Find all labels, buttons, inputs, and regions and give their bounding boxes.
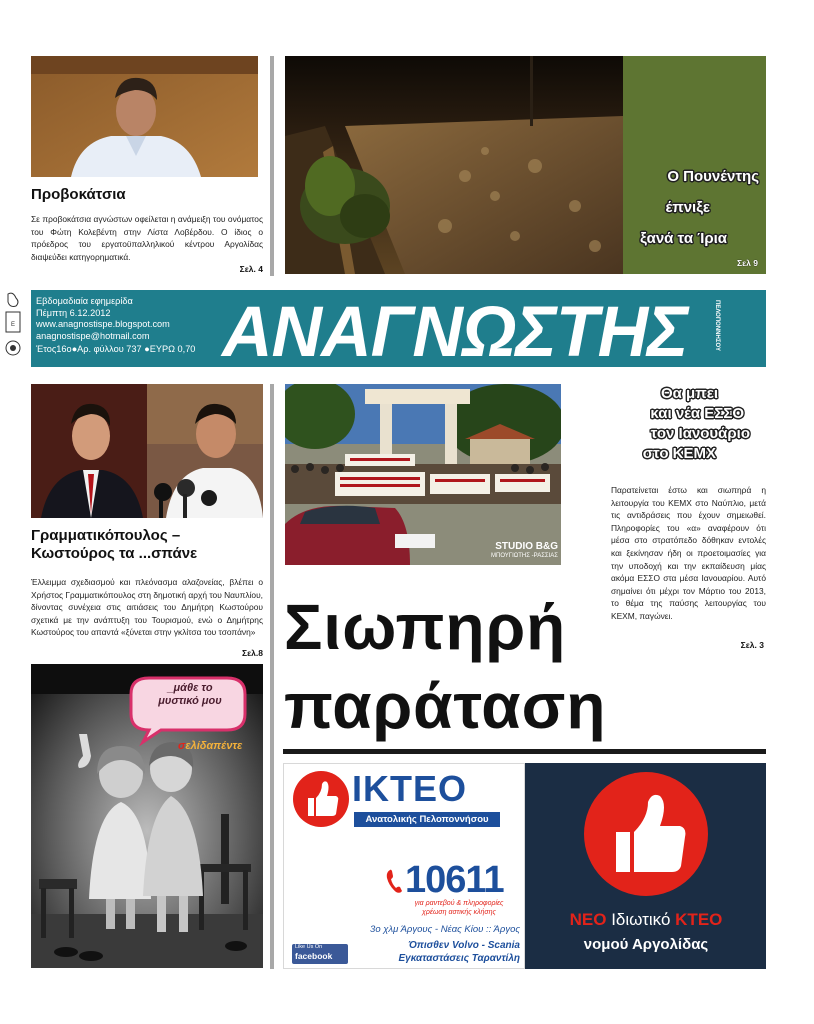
big-headline-line-2: παράταση bbox=[284, 670, 607, 742]
thumbs-up-icon bbox=[292, 770, 350, 828]
headline-rule bbox=[283, 749, 766, 754]
ad-phone-note-1: για ραντεβού & πληροφορίες bbox=[414, 900, 504, 907]
phone-icon bbox=[386, 868, 404, 894]
ad-phone-note bbox=[400, 900, 518, 917]
middle-left-photo bbox=[31, 384, 263, 518]
top-left-body: Σε προβοκάτσια αγνώστων οφείλεται η ανάμειξη του ονόματος του Φώτη Κολεβέντη στην Λίστα Λοβέρδου. Ο ίδιος ο πρόεδρος του εργατοϋπαλληλικού κέντρου Αργολίδας διαψεύδει κατηγορηματικά. bbox=[31, 214, 263, 262]
promo-bubble-line-1: _μάθε το bbox=[167, 682, 213, 694]
svg-text:Ε: Ε bbox=[10, 322, 16, 328]
masthead-info-line: Έτος16ο●Αρ. φύλλου 737 ●ΕΥΡΩ 0,70 bbox=[36, 344, 196, 355]
right-story-body: Παρατείνεται έστω και σιωπηρά η λειτουργία του ΚΕΜΧ στο Ναύπλιο, μετά τις αντιδράσεις που έχουν σημειωθεί. Πληροφορίες του «α» αναφέρουν ότι μέσα στο στρατόπεδο δόθηκαν εντολές και ξεκίνησαν ήδη οι προετοιμασίες για την υποδοχή και την εκπαίδευση μίας ακόμα ΕΣΣΟ στα μέσα Ιανουαρίου. Αυτό σημαίνει ότι μέχρι τον Μάρτιο του 2013, το θέμα της παύσης λειτουργίας του ΚΕΧΜ, παγώνει. bbox=[611, 485, 766, 621]
right-story-page-ref: Σελ. 3 bbox=[740, 640, 764, 650]
right-headline-line: στο ΚΕΜΧ bbox=[642, 445, 716, 462]
bottom-left-promo-photo bbox=[31, 664, 263, 968]
promo-bubble-text bbox=[134, 682, 246, 708]
top-right-headline-2: έπνιξε bbox=[665, 199, 710, 216]
masthead-info-line: Εβδομαδιαία εφημερίδα bbox=[36, 296, 133, 306]
center-photo bbox=[285, 384, 561, 565]
ad-address-3: Εγκαταστάσεις Ταραντίλη bbox=[398, 953, 520, 964]
column-divider-top bbox=[270, 56, 274, 276]
ad-right-neo: ΝΕΟ bbox=[569, 910, 607, 929]
big-headline-line-1: Σιωπηρή bbox=[284, 591, 567, 663]
middle-left-page-ref: Σελ.8 bbox=[242, 648, 263, 658]
right-story-headline bbox=[580, 384, 752, 464]
ad-right-line-1 bbox=[527, 910, 765, 930]
center-photo-credit bbox=[470, 541, 558, 560]
right-headline-line: Θα μπει bbox=[660, 385, 718, 402]
masthead-info-line: anagnostispe@hotmail.com bbox=[36, 330, 150, 341]
top-right-page-ref: Σελ 9 bbox=[737, 258, 758, 268]
middle-left-body: Έλλειμμα σχεδιασμού και πλεόνασμα αλαζονείας, βλέπει ο Χρήστος Γραμματικόπουλος στη δημοτική αρχή του Ναυπλίου, δίνοντας συνέχεια στις αιτιάσεις του Δημήτρη Κωστούρου σχετικά με την ανάπτυξη του Τουρισμού, ενώ ο Δημήτρης Κωστούρος του απαντά «ξύνεται στην γκλίτσα του τσοπάνη» bbox=[31, 577, 263, 638]
center-photo-credit-2: ΜΠΟΥΓΙΩΤΗΣ -ΡΑΣΣΙΑΣ bbox=[491, 553, 558, 559]
side-logos bbox=[4, 292, 22, 372]
ad-phone-note-2: χρέωση αστικής κλήσης bbox=[422, 908, 496, 916]
thumbs-up-large-icon bbox=[582, 770, 710, 898]
middle-left-headline: Γραμματικόπουλος – Κωστούρος τα ...σπάνε bbox=[31, 527, 198, 562]
top-right-photo bbox=[285, 56, 623, 274]
facebook-badge-line-2: facebook bbox=[295, 951, 333, 961]
column-divider-middle bbox=[270, 384, 274, 969]
ad-phone-number: 10611 bbox=[405, 859, 504, 901]
facebook-badge[interactable] bbox=[292, 944, 348, 964]
right-headline-line: και νέα ΕΣΣΟ bbox=[650, 405, 744, 422]
promo-tag-text: ελίδαπέντε bbox=[185, 740, 243, 752]
masthead-logo-sub: ΠΕΛΟΠΟΝΝΗΣΟΥ bbox=[714, 300, 720, 351]
ad-right-kteo: ΚΤΕΟ bbox=[675, 910, 723, 929]
top-left-page-ref: Σελ. 4 bbox=[239, 264, 263, 274]
center-photo-credit-1: STUDIO B&G bbox=[495, 541, 558, 552]
top-left-headline: Προβοκάτσια bbox=[31, 186, 126, 203]
masthead-info-line: Πέμπτη 6.12.2012 bbox=[36, 307, 111, 318]
masthead-info bbox=[36, 296, 236, 356]
ad-address-2: Όπισθεν Volvo - Scania bbox=[408, 940, 520, 951]
masthead-info-line: www.anagnostispe.blogspot.com bbox=[36, 319, 170, 330]
top-right-headline-1: Ο Πουνέντης bbox=[667, 168, 759, 185]
masthead-logo: ΑΝΑΓΝΩΣΤΗΣ bbox=[222, 291, 688, 372]
ad-right-line-2: νομού Αργολίδας bbox=[583, 936, 709, 953]
right-headline-line: τον Ιανουάριο bbox=[650, 425, 750, 442]
promo-bubble-line-2: μυστικό μου bbox=[158, 695, 222, 707]
ad-right-private: Ιδιωτικό bbox=[611, 910, 671, 929]
ad-region: Ανατολικής Πελοποννήσου bbox=[354, 812, 500, 827]
ad-phone bbox=[405, 860, 520, 900]
ad-brand: ΙΚΤΕΟ bbox=[352, 768, 468, 809]
promo-tag-prefix: σ bbox=[178, 740, 186, 752]
top-left-photo bbox=[31, 56, 258, 177]
facebook-badge-line-1: Like Us On bbox=[295, 944, 323, 950]
promo-tag bbox=[178, 740, 258, 752]
top-right-headline-3: ξανά τα Ίρια bbox=[640, 230, 727, 247]
ad-address: 3ο χλμ Άργους - Νέας Κίου :: Άργος bbox=[370, 924, 520, 935]
